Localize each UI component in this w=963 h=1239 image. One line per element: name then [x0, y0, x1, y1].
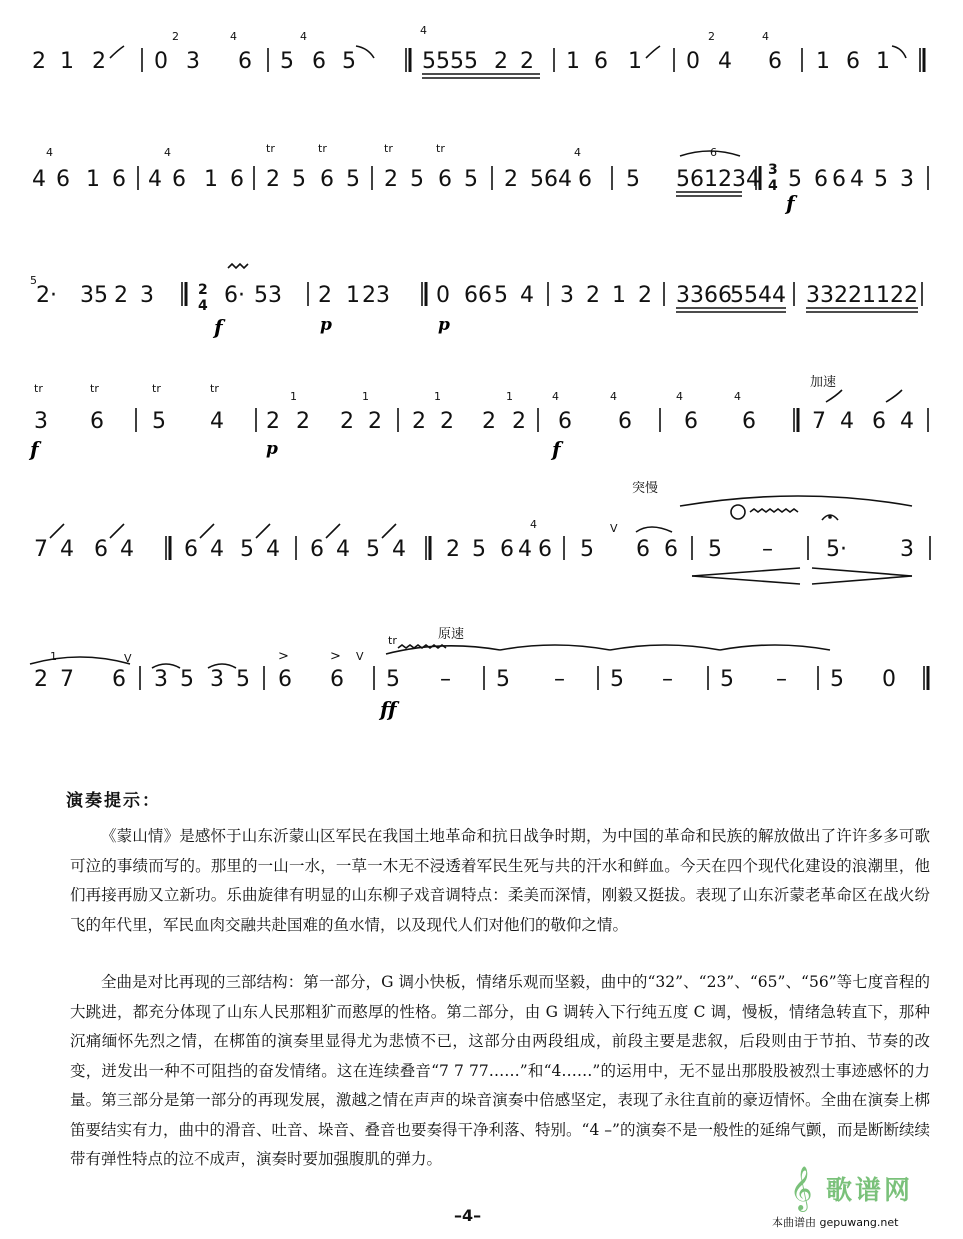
- notes-title: 演奏提示：: [66, 791, 161, 811]
- note: 5: [720, 667, 734, 692]
- note: 2: [412, 409, 426, 434]
- note: 5: [180, 667, 194, 692]
- vibrato-wave-icon: [750, 509, 798, 512]
- grace-note: 6: [710, 146, 717, 159]
- note: 4: [900, 409, 914, 434]
- note: 6: [618, 409, 632, 434]
- tempo-marking: 加速: [810, 375, 837, 390]
- note: 6: [558, 409, 572, 434]
- note: 5: [874, 167, 888, 192]
- dynamic-mark: f: [786, 191, 795, 215]
- note: 5: [292, 167, 306, 192]
- note: 4: [210, 409, 224, 434]
- note: 2: [266, 409, 280, 434]
- slide-mark: [382, 524, 396, 538]
- note: 6: [438, 167, 452, 192]
- score-line-1: [0, 20, 963, 140]
- note: 2: [512, 409, 526, 434]
- tie: [500, 645, 610, 650]
- trill-mark: tr: [152, 382, 161, 395]
- score-line-5-svg: [0, 476, 963, 596]
- trill-mark: tr: [34, 382, 43, 395]
- note: 4: [558, 167, 572, 192]
- tie: [720, 645, 830, 650]
- phrase-slur: [680, 496, 912, 506]
- note: 6: [330, 667, 344, 692]
- accent-mark: >: [278, 649, 289, 664]
- score-line-4: [0, 372, 963, 492]
- grace-note: 4: [610, 390, 617, 403]
- note: 3: [154, 667, 168, 692]
- note: 6: [846, 49, 860, 74]
- note: 6: [578, 167, 592, 192]
- note: 1: [876, 49, 890, 74]
- note: 2: [32, 49, 46, 74]
- note: 2: [92, 49, 106, 74]
- slide-mark: [50, 524, 64, 538]
- note: 5: [580, 537, 594, 562]
- note: 6: [312, 49, 326, 74]
- note: 6: [184, 537, 198, 562]
- note: 6: [594, 49, 608, 74]
- note: 5: [496, 667, 510, 692]
- slide-mark: [110, 524, 124, 538]
- phrase-slur: [386, 646, 500, 654]
- note: 2·: [36, 283, 57, 308]
- slide-mark: [110, 46, 124, 58]
- grace-note: 4: [300, 30, 307, 43]
- slide-mark: [892, 46, 906, 58]
- trill-mark: tr: [388, 634, 397, 647]
- note: 5: [530, 167, 544, 192]
- note: 6: [112, 667, 126, 692]
- note: 5: [240, 537, 254, 562]
- note: 7: [812, 409, 826, 434]
- note: 2: [440, 409, 454, 434]
- note: 5: [708, 537, 722, 562]
- note: 4: [850, 167, 864, 192]
- note: 4: [840, 409, 854, 434]
- crescendo-hairpin: [692, 576, 800, 584]
- note: 6: [742, 409, 756, 434]
- slide-mark: [200, 524, 214, 538]
- note: –: [776, 667, 787, 692]
- note: 2: [384, 167, 398, 192]
- grace-note: 1: [434, 390, 441, 403]
- slide-mark: [826, 390, 842, 402]
- crescendo-hairpin: [692, 568, 800, 576]
- grace-note: 2: [708, 30, 715, 43]
- time-signature-top: 2: [198, 282, 208, 298]
- score-line-5: [0, 476, 963, 596]
- score-line-3: [0, 250, 963, 370]
- trill-mark: tr: [384, 142, 393, 155]
- slur: [636, 527, 672, 532]
- note: 6: [538, 537, 552, 562]
- score-line-6-svg: [0, 620, 963, 730]
- note: 5: [152, 409, 166, 434]
- note: –: [554, 667, 565, 692]
- watermark-logo-text: 歌谱网: [826, 1176, 914, 1206]
- breath-mark: V: [610, 522, 618, 535]
- note: 1122: [862, 283, 918, 308]
- note: 5·: [826, 537, 847, 562]
- note: 5: [830, 667, 844, 692]
- dynamic-mark: ff: [380, 697, 397, 721]
- note: 1: [628, 49, 642, 74]
- grace-note: 4: [230, 30, 237, 43]
- note: 6: [230, 167, 244, 192]
- accent-mark: >: [330, 649, 341, 664]
- watermark-logo: [784, 1166, 934, 1210]
- grace-note: 4: [552, 390, 559, 403]
- slide-mark: [256, 524, 270, 538]
- note: 4: [392, 537, 406, 562]
- note: 6: [310, 537, 324, 562]
- note: 3: [210, 667, 224, 692]
- note: 3: [900, 537, 914, 562]
- score-line-1-svg: [0, 20, 963, 100]
- grace-note: 4: [574, 146, 581, 159]
- grace-note: 4: [734, 390, 741, 403]
- note: 2: [482, 409, 496, 434]
- note: 6: [278, 667, 292, 692]
- trill-mark: tr: [266, 142, 275, 155]
- dynamic-mark: f: [214, 315, 223, 339]
- note: 6: [112, 167, 126, 192]
- dynamic-mark: f: [30, 437, 39, 461]
- slide-mark: [886, 390, 902, 402]
- note: 5: [386, 667, 400, 692]
- tempo-marking: 突慢: [632, 481, 659, 496]
- note: 3: [560, 283, 574, 308]
- note: 2: [318, 283, 332, 308]
- note: 5: [280, 49, 294, 74]
- note: 6: [814, 167, 828, 192]
- note: 4: [520, 283, 534, 308]
- note: 4: [518, 537, 532, 562]
- decrescendo-hairpin: [812, 576, 912, 584]
- note: 1: [86, 167, 100, 192]
- note: 5: [342, 49, 356, 74]
- grace-note: 1: [506, 390, 513, 403]
- note: 6: [664, 537, 678, 562]
- note: 4: [210, 537, 224, 562]
- note: 7: [60, 667, 74, 692]
- score-line-6: [0, 620, 963, 740]
- notes-paragraph-1: 《蒙山情》是感怀于山东沂蒙山区军民在我国土地革命和抗日战争时期，为中国的革命和民族的解放做出了许许多多可歌可泣的事绩而写的。那里的一山一水，一草一木无不浸透着军民生死与共的汗水和鲜血。今天在四个现代化建设的浪潮里，他们再接再励又立新功。乐曲旋律有明显的山东柳子戏音调特点：柔美而深情，刚毅又挺拔。表现了山东沂蒙老革命区在战火纷飞的年代里，军民血肉交融共赴国难的鱼水情，以及现代人们对他们的敬仰之情。: [70, 827, 930, 934]
- note: 2: [638, 283, 652, 308]
- note: 5: [366, 537, 380, 562]
- note: 1: [346, 283, 360, 308]
- note: 6: [172, 167, 186, 192]
- note: 2: [340, 409, 354, 434]
- note: 7: [34, 537, 48, 562]
- note: 4: [336, 537, 350, 562]
- note: 2: [446, 537, 460, 562]
- note: 66: [464, 283, 492, 308]
- note: 2: [494, 49, 508, 74]
- score-line-3-svg: [0, 250, 963, 340]
- note: 6·: [224, 283, 245, 308]
- note: 56: [676, 167, 704, 192]
- grace-note: 1: [50, 650, 57, 663]
- grace-note: 2: [172, 30, 179, 43]
- note: 6: [832, 167, 846, 192]
- note: 6: [500, 537, 514, 562]
- note: 5: [236, 667, 250, 692]
- grace-note: 4: [420, 24, 427, 37]
- note: 1: [60, 49, 74, 74]
- tempo-marking: 原速: [438, 627, 465, 642]
- note: 6: [56, 167, 70, 192]
- note: 5: [494, 283, 508, 308]
- note: 2: [266, 167, 280, 192]
- time-signature-bottom: 4: [768, 178, 778, 194]
- note: 4: [120, 537, 134, 562]
- grace-note: 1: [362, 390, 369, 403]
- note: 2: [504, 167, 518, 192]
- trill-mark: tr: [210, 382, 219, 395]
- slide-mark: [646, 46, 660, 58]
- note: 2: [586, 283, 600, 308]
- note: 6: [872, 409, 886, 434]
- note: –: [762, 537, 773, 562]
- note: 0: [882, 667, 896, 692]
- note: 23: [362, 283, 390, 308]
- note: 5: [472, 537, 486, 562]
- time-signature-top: 3: [768, 162, 778, 178]
- slide-mark: [326, 524, 340, 538]
- note: 4: [718, 49, 732, 74]
- note: –: [440, 667, 451, 692]
- note: 5: [464, 167, 478, 192]
- note: 6: [684, 409, 698, 434]
- dynamic-mark: f: [552, 437, 561, 461]
- note: 5: [788, 167, 802, 192]
- dynamic-mark: p: [320, 315, 332, 335]
- score-line-2: [0, 130, 963, 250]
- note: 6: [544, 167, 558, 192]
- fermata-dot: [828, 515, 832, 519]
- note: 6: [90, 409, 104, 434]
- note: 2: [520, 49, 534, 74]
- note: 0: [154, 49, 168, 74]
- site-credit: 本曲谱由 gepuwang.net: [772, 1216, 899, 1229]
- note: 4: [266, 537, 280, 562]
- vibrato-circle-icon: [731, 505, 745, 519]
- dynamic-mark: p: [266, 439, 278, 459]
- note: 4: [32, 167, 46, 192]
- grace-note: 4: [46, 146, 53, 159]
- note: 3: [140, 283, 154, 308]
- page-number: –4–: [454, 1206, 482, 1225]
- note: 3: [34, 409, 48, 434]
- slide-mark: [356, 46, 374, 58]
- note: 5: [626, 167, 640, 192]
- note: 1: [204, 167, 218, 192]
- trill-mark: tr: [318, 142, 327, 155]
- note: 6: [94, 537, 108, 562]
- note: 5544: [730, 283, 786, 308]
- breath-mark: V: [356, 650, 364, 663]
- note: 4: [148, 167, 162, 192]
- note: 5: [610, 667, 624, 692]
- note: 2: [368, 409, 382, 434]
- note: 1: [612, 283, 626, 308]
- note: 4: [60, 537, 74, 562]
- note: 1234: [704, 167, 760, 192]
- decrescendo-hairpin: [812, 568, 912, 576]
- note: 2: [114, 283, 128, 308]
- note: 35: [80, 283, 108, 308]
- note: 3322: [806, 283, 862, 308]
- note: 1: [566, 49, 580, 74]
- note: 3366: [676, 283, 732, 308]
- note: 1: [816, 49, 830, 74]
- trill-mark: tr: [436, 142, 445, 155]
- note: 3: [900, 167, 914, 192]
- grace-note: 1: [290, 390, 297, 403]
- time-signature-bottom: 4: [198, 298, 208, 314]
- grace-note: 4: [530, 518, 537, 531]
- phrase-slur: [30, 657, 130, 664]
- note: 6: [238, 49, 252, 74]
- notes-paragraph-2: 全曲是对比再现的三部结构：第一部分，G 调小快板，情绪乐观而坚毅，曲中的“32”、“23”、“65”、“56”等七度音程的大跳进，都充分体现了山东人民那粗犷而憨厚的性格。第二部分，由 G 调转入下行纯五度 C 调，慢板，情绪急转直下，那种沉痛缅怀先烈之情，在梆笛的演奏里显得尤为悲愤不已，这部分由两段组成，前段主要是悲叙，后段则由于节拍、节奏的改变，迸发出一种不可阻挡的奋发情绪。这在连续叠音“7 7 77……”和“4……”的运用中，无不显出那股股被烈士事迹感怀的力量。第三部分是第一部分的再现发展，激越之情在声声的垛音演奏中倍感坚定，表现了永往直前的豪迈情怀。全曲在演奏上梆笛要结实有力，曲中的滑音、吐音、垛音、叠音也要奏得干净利落、特别。“4 –”的演奏不是一般性的延绵气颤，而是断断续续带有弹性特点的泣不成声，演奏时要加强腹肌的弹力。: [70, 973, 930, 1168]
- note: 6: [768, 49, 782, 74]
- grace-note: 4: [762, 30, 769, 43]
- note: 0: [686, 49, 700, 74]
- grace-note: 4: [676, 390, 683, 403]
- breath-mark: V: [124, 652, 132, 665]
- score-line-4-svg: [0, 372, 963, 462]
- grace-note: 4: [164, 146, 171, 159]
- treble-clef-icon: 𝄞: [790, 1166, 813, 1210]
- dynamic-mark: p: [438, 315, 450, 335]
- score-line-2-svg: [0, 130, 963, 220]
- note: 2: [296, 409, 310, 434]
- note: 5: [346, 167, 360, 192]
- mordent-mark: [228, 264, 248, 268]
- note: 6: [636, 537, 650, 562]
- note: 5555: [422, 49, 478, 74]
- tie: [610, 645, 720, 650]
- trill-mark: tr: [90, 382, 99, 395]
- grace-note: 5: [30, 274, 37, 287]
- note: 6: [320, 167, 334, 192]
- note: –: [662, 667, 673, 692]
- note: 3: [186, 49, 200, 74]
- note: 53: [254, 283, 282, 308]
- note: 0: [436, 283, 450, 308]
- note: 5: [410, 167, 424, 192]
- note: 2: [34, 667, 48, 692]
